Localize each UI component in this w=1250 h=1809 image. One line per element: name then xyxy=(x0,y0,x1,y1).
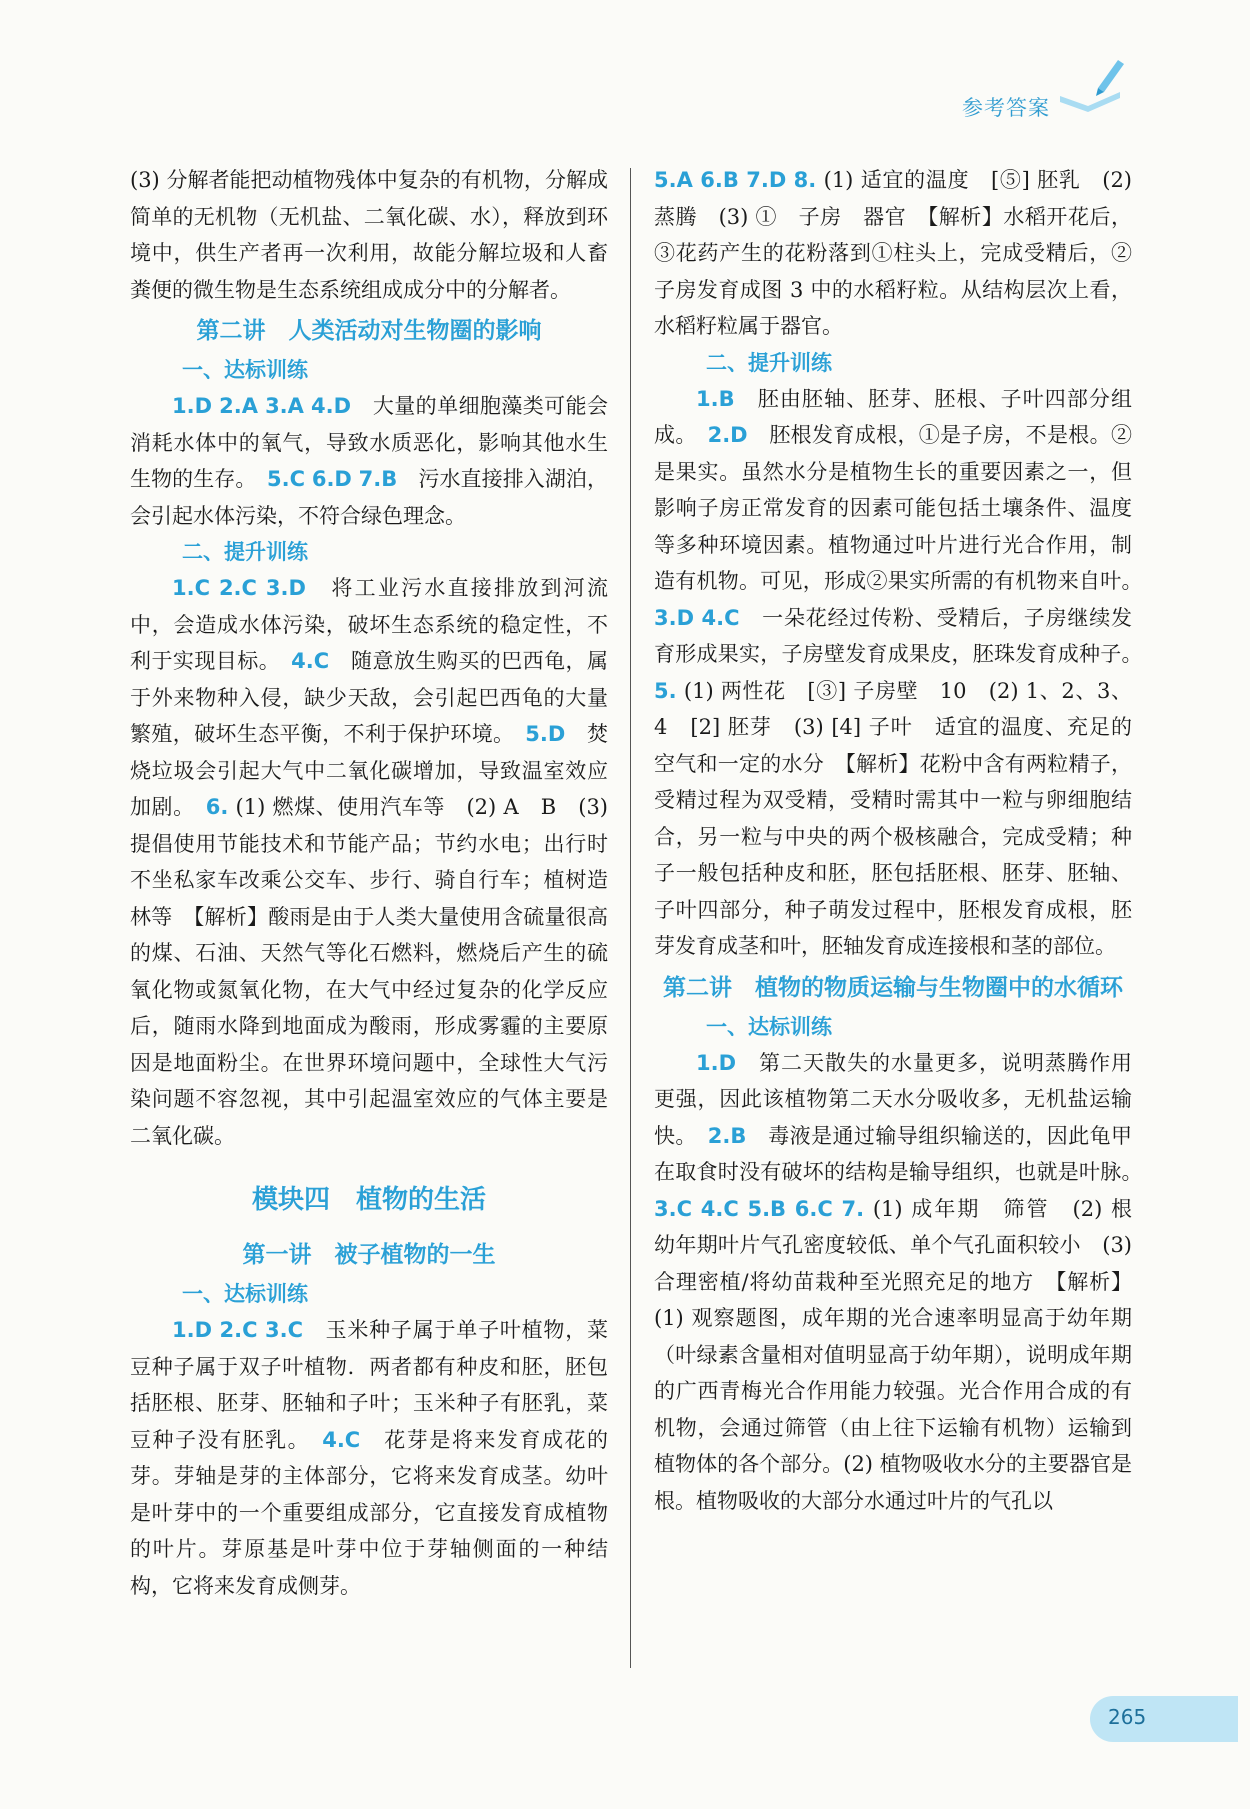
answer-paragraph: 1.B 胚由胚轴、胚芽、胚根、子叶四部分组成。 2.D 胚根发育成根，①是子房，不是根。②是果实。虽然水分是植物生长的重要因素之一，但影响子房正常发育的因素可能包括土壤条件、温度等多种环境因素。植物通过叶片进行光合作用，制造有机物。可见，形成②果实所需的有机物来自叶。 3.D 4.C 一朵花经过传粉、受精后，子房继续发育形成果实，子房壁发育成果皮，胚珠发育成种子。 5. (1) 两性花 [③] 子房壁 10 (2) 1、2、3、4 [2] 胚芽 (3) [4] 子叶 适宜的温度、充足的空气和一定的水分 【解析】花粉中含有两粒精子，受精过程为双受精，受精时需其中一粒与卵细胞结合，另一粒与中央的两个极核融合，完成受精；种子一般包括种皮和胚，胚包括胚根、胚芽、胚轴、子叶四部分，种子萌发过程中，胚根发育成根，胚芽发育成茎和叶，胚轴发育成连接根和茎的部位。 xyxy=(654,386,1153,958)
column-divider xyxy=(630,168,631,1668)
subsection-title: 一、达标训练 xyxy=(182,1282,308,1306)
answer-paragraph: 1.C 2.C 3.D 将工业污水直接排放到河流中，会造成水体污染，破坏生态系统的稳定性，不利于实现目标。 4.C 随意放生购买的巴西龟，属于外来物种入侵，缺少天敌，会引起巴西龟的大量繁殖，破坏生态平衡，不利于保护环境。 5.D 焚烧垃圾会引起大气中二氧化碳增加，导致温室效应加剧。 6. (1) 燃煤、使用汽车等 (2) A B (3) 提倡使用节能技术和节能产品；节约水电；出行时不坐私家车改乘公交车、步行、骑自行车；植树造林等 【解析】酸雨是由于人类大量使用含硫量很高的煤、石油、天然气等化石燃料，燃烧后产生的硫氧化物或氮氧化物，在大气中经过复杂的化学反应后，随雨水降到地面成为酸雨，形成雾霾的主要原因是地面粉尘。在世界环境问题中，全球性大气污染问题不容忽视，其中引起温室效应的气体主要是二氧化碳。 xyxy=(130,576,609,1148)
section-title: 第二讲 人类活动对生物圈的影响 xyxy=(196,318,542,344)
subsection-title: 二、提升训练 xyxy=(182,540,308,564)
pencil-book-icon xyxy=(1058,52,1128,112)
section-title: 第一讲 被子植物的一生 xyxy=(242,1242,496,1268)
answer-paragraph: 1.D 2.C 3.C 玉米种子属于单子叶植物，菜豆种子属于双子叶植物．两者都有种皮和胚，胚包括胚根、胚芽、胚轴和子叶；玉米种子有胚乳，菜豆种子没有胚乳。 4.C 花芽是将来发育成花的芽。芽轴是芽的主体部分，它将来发育成茎。幼叶是叶芽中的一个重要组成部分，它直接发育成植物的叶片。芽原基是叶芽中位于芽轴侧面的一种结构，它将来发育成侧芽。 xyxy=(130,1318,608,1598)
answer-paragraph: 1.D 第二天散失的水量更多，说明蒸腾作用更强，因此该植物第二天水分吸收多，无机盐运输快。 2.B 毒液是通过输导组织输送的，因此龟甲在取食时没有破坏的结构是输导组织，也就是叶脉。 3.C 4.C 5.B 6.C 7. (1) 成年期 筛管 (2) 根 幼年期叶片气孔密度较低、单个气孔面积较小 (3) 合理密植/将幼苗栽种至光照充足的地方 【解析】(1) 观察题图，成年期的光合速率明显高于幼年期（叶绿素含量相对值明显高于幼年期），说明成年期的广西青梅光合作用能力较强。光合作用合成的有机物，会通过筛管（由上往下运输有机物）运输到植物体的各个部分。(2) 植物吸收水分的主要器官是根。植物吸收的大部分水通过叶片的气孔以 xyxy=(654,1050,1153,1513)
paragraph: (3) 分解者能把动植物残体中复杂的有机物，分解成简单的无机物（无机盐、二氧化碳、水），释放到环境中，供生产者再一次利用，故能分解垃圾和人畜粪便的微生物是生态系统组成成分中的分解者。 xyxy=(130,168,608,302)
subsection-title: 一、达标训练 xyxy=(706,1014,832,1039)
module-title: 模块四 植物的生活 xyxy=(251,1185,486,1215)
right-column xyxy=(654,162,1153,1519)
answer-paragraph: 5.A 6.B 7.D 8. (1) 适宜的温度 [⑤] 胚乳 (2) 蒸腾 (3) ① 子房 器官 【解析】水稻开花后，③花药产生的花粉落到①柱头上，完成受精后，②子房发育成图 3 中的水稻籽粒。从结构层次上看，水稻籽粒属于器官。 xyxy=(654,168,1132,338)
subsection-title: 一、达标训练 xyxy=(182,358,308,382)
page-number: 265 xyxy=(1108,1705,1147,1729)
left-column xyxy=(130,162,608,1604)
subsection-title: 二、提升训练 xyxy=(706,350,832,375)
answer-paragraph: 1.D 2.A 3.A 4.D 大量的单细胞藻类可能会消耗水体中的氧气，导致水质恶化，影响其他水生生物的生存。 5.C 6.D 7.B 污水直接排入湖泊，会引起水体污染，不符合绿色理念。 xyxy=(130,394,609,528)
section-title: 第二讲 植物的物质运输与生物圈中的水循环 xyxy=(663,974,1123,1001)
header-label: 参考答案 xyxy=(962,96,1050,120)
